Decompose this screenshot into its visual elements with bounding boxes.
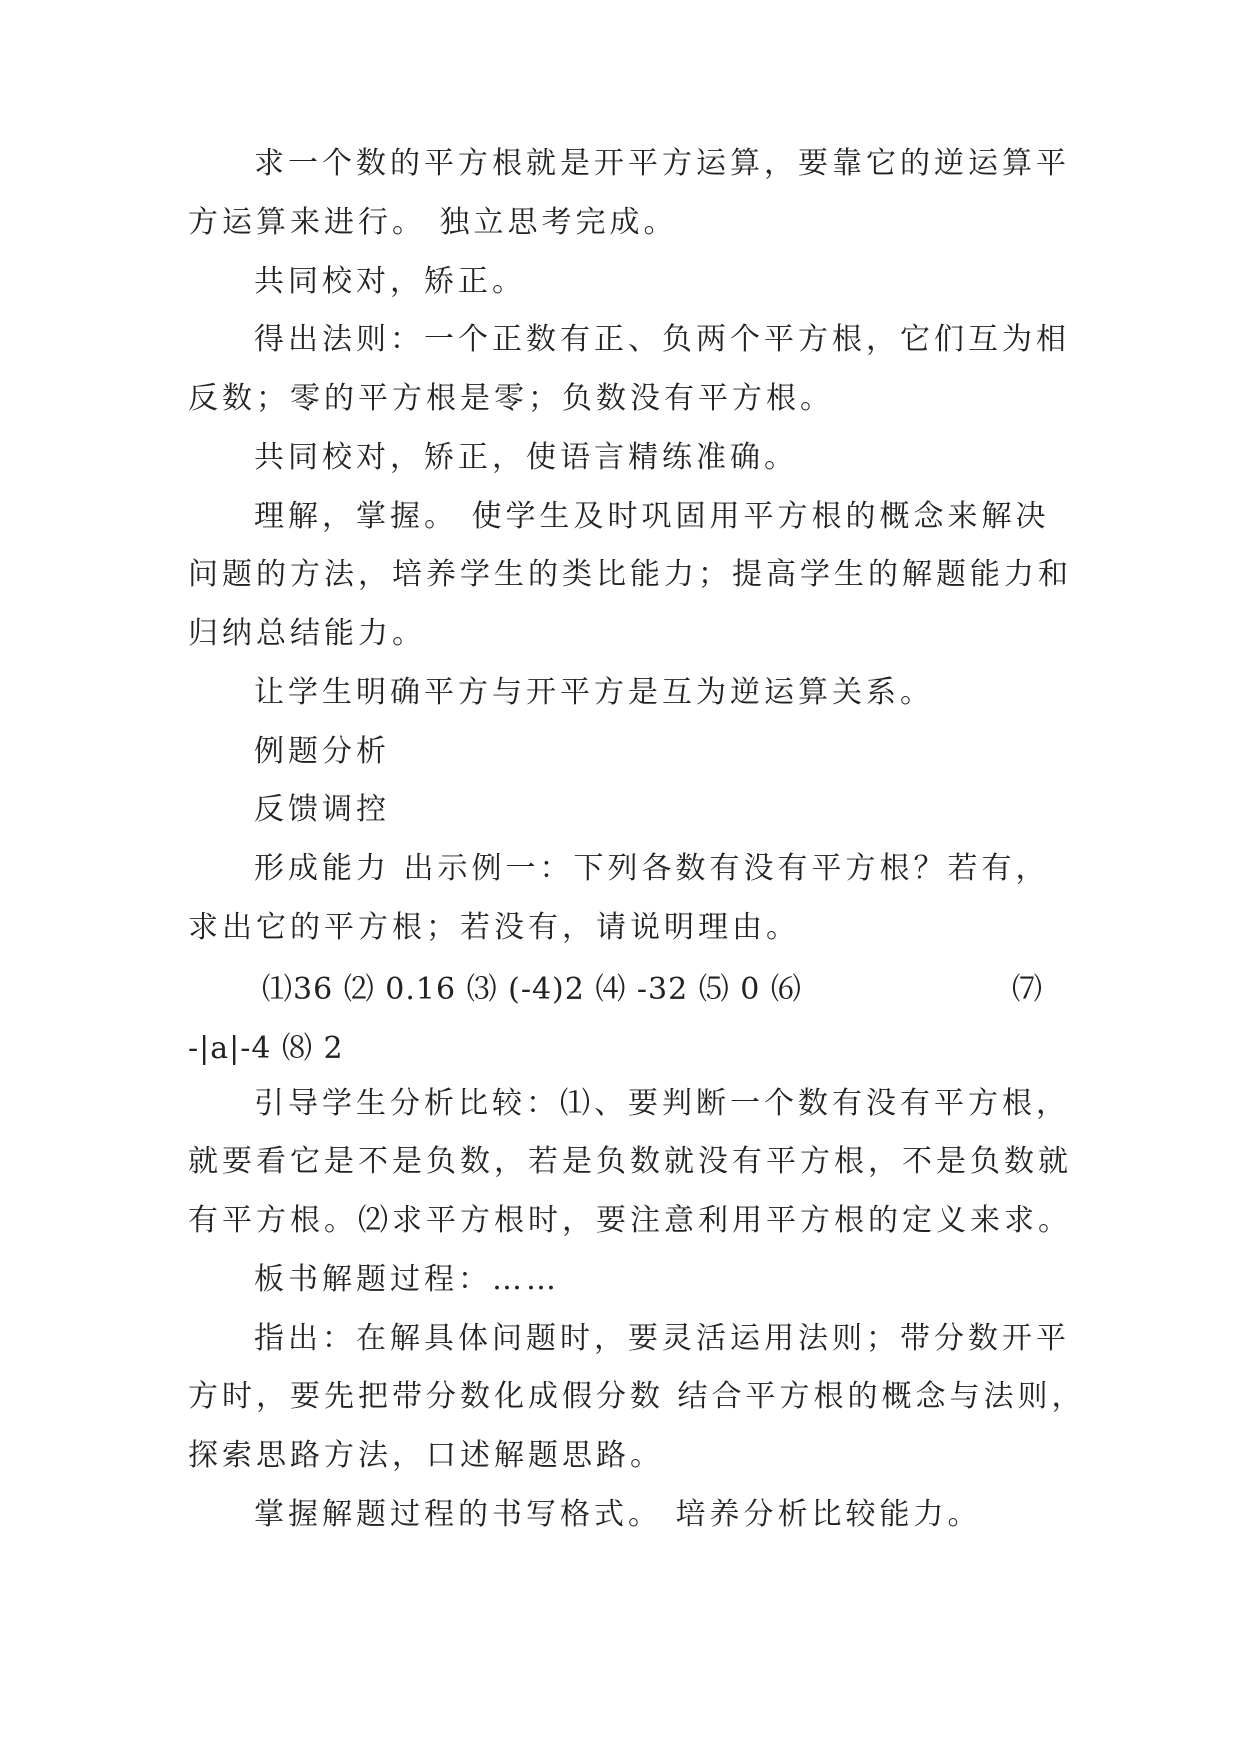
paragraph-line-5: 反数；零的平方根是零；负数没有平方根。 [188, 381, 834, 416]
paragraph-line-18: 引导学生分析比较：⑴、要判断一个数有没有平方根， [254, 1086, 1070, 1121]
paragraph-line-10: 让学生明确平方与开平方是互为逆运算关系。 [254, 675, 934, 710]
example-item-7-label: ⑺ [1012, 972, 1043, 1007]
example-numbers-line: ⑴36 ⑵ 0.16 ⑶ (-4)2 ⑷ -32 ⑸ 0 ⑹ [262, 972, 802, 1007]
paragraph-line-4: 得出法则：一个正数有正、负两个平方根，它们互为相 [254, 322, 1070, 357]
paragraph-line-21: 板书解题过程：…… [254, 1262, 560, 1297]
paragraph-line-11: 例题分析 [254, 734, 390, 769]
paragraph-line-3: 共同校对，矫正。 [254, 264, 526, 299]
paragraph-line-14: 求出它的平方根；若没有，请说明理由。 [188, 910, 800, 945]
paragraph-line-7: 理解，掌握。 使学生及时巩固用平方根的概念来解决 [254, 499, 1050, 534]
paragraph-line-1: 求一个数的平方根就是开平方运算，要靠它的逆运算平 [254, 146, 1070, 181]
paragraph-line-19: 就要看它是不是负数，若是负数就没有平方根，不是负数就 [188, 1144, 1072, 1179]
paragraph-line-25: 掌握解题过程的书写格式。 培养分析比较能力。 [254, 1497, 982, 1532]
paragraph-line-20: 有平方根。⑵求平方根时，要注意利用平方根的定义来求。 [188, 1203, 1072, 1238]
paragraph-line-9: 归纳总结能力。 [188, 616, 426, 651]
paragraph-line-24: 探索思路方法，口述解题思路。 [188, 1438, 664, 1473]
paragraph-line-12: 反馈调控 [254, 792, 390, 827]
paragraph-line-8: 问题的方法，培养学生的类比能力；提高学生的解题能力和 [188, 557, 1072, 592]
example-numbers-line-2: -|a|-4 ⑻ 2 [188, 1031, 344, 1066]
paragraph-line-6: 共同校对，矫正，使语言精练准确。 [254, 440, 798, 475]
paragraph-line-2: 方运算来进行。 独立思考完成。 [188, 205, 678, 240]
paragraph-line-22: 指出：在解具体问题时，要灵活运用法则；带分数开平 [254, 1321, 1070, 1356]
paragraph-line-23: 方时，要先把带分数化成假分数 结合平方根的概念与法则， [188, 1379, 1086, 1414]
paragraph-line-13: 形成能力 出示例一：下列各数有没有平方根？若有， [254, 851, 1050, 886]
